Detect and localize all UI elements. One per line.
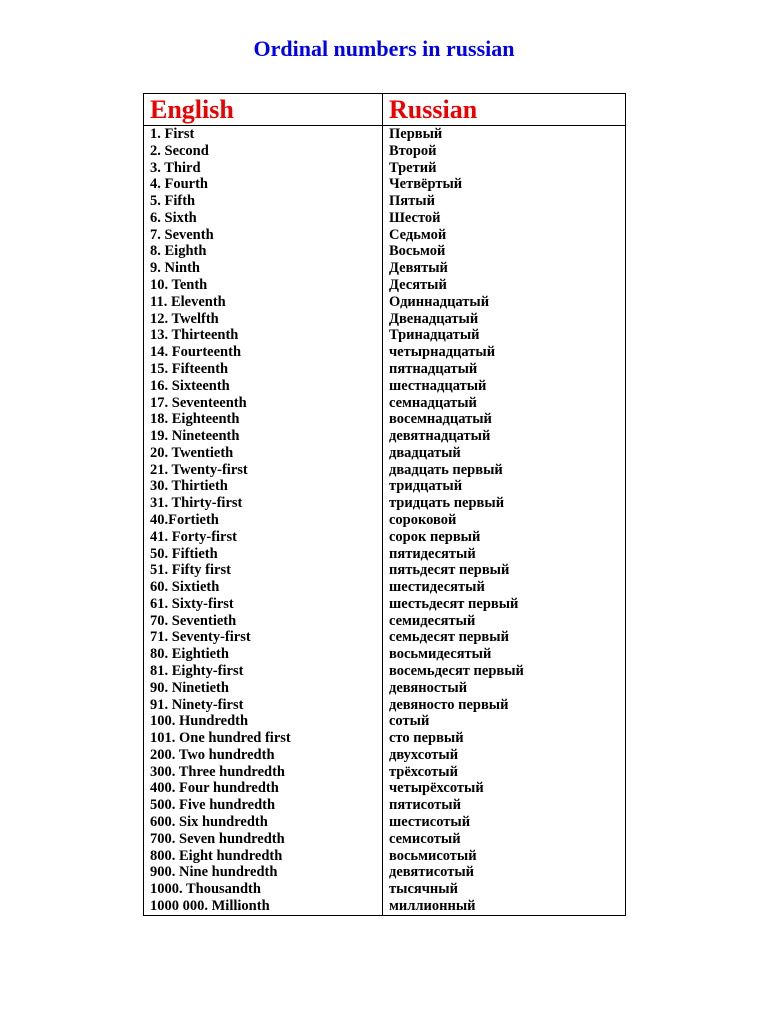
english-ordinal: 1. First (144, 126, 383, 143)
english-ordinal: 14. Fourteenth (144, 344, 383, 361)
table-row (144, 344, 626, 361)
russian-ordinal: девяносто первый (383, 697, 626, 714)
english-ordinal: 3. Third (144, 160, 383, 177)
english-ordinal: 30. Thirtieth (144, 478, 383, 495)
ordinal-table-container (143, 93, 625, 916)
table-row (144, 546, 626, 563)
table-row (144, 697, 626, 714)
english-ordinal: 13. Thirteenth (144, 327, 383, 344)
table-row (144, 445, 626, 462)
table-row (144, 193, 626, 210)
russian-ordinal: шестидесятый (383, 579, 626, 596)
russian-ordinal: Восьмой (383, 243, 626, 260)
table-row (144, 210, 626, 227)
table-row (144, 462, 626, 479)
english-ordinal: 5. Fifth (144, 193, 383, 210)
english-ordinal: 1000 000. Millionth (144, 898, 383, 915)
english-ordinal: 2. Second (144, 143, 383, 160)
english-ordinal: 91. Ninety-first (144, 697, 383, 714)
table-row (144, 495, 626, 512)
table-row (144, 680, 626, 697)
russian-ordinal: Двенадцатый (383, 311, 626, 328)
table-row (144, 227, 626, 244)
table-row (144, 747, 626, 764)
russian-ordinal: Девятый (383, 260, 626, 277)
english-ordinal: 70. Seventieth (144, 613, 383, 630)
column-header-russian: Russian (383, 94, 626, 126)
table-row (144, 529, 626, 546)
english-ordinal: 700. Seven hundredth (144, 831, 383, 848)
russian-ordinal: тридцатый (383, 478, 626, 495)
russian-ordinal: шестнадцатый (383, 378, 626, 395)
russian-ordinal: семидесятый (383, 613, 626, 630)
table-row (144, 277, 626, 294)
english-ordinal: 1000. Thousandth (144, 881, 383, 898)
table-row (144, 613, 626, 630)
russian-ordinal: двухсотый (383, 747, 626, 764)
table-row (144, 764, 626, 781)
english-ordinal: 8. Eighth (144, 243, 383, 260)
table-row (144, 848, 626, 865)
english-ordinal: 51. Fifty first (144, 562, 383, 579)
english-ordinal: 90. Ninetieth (144, 680, 383, 697)
russian-ordinal: восемьдесят первый (383, 663, 626, 680)
english-ordinal: 20. Twentieth (144, 445, 383, 462)
table-row (144, 663, 626, 680)
table-row (144, 629, 626, 646)
english-ordinal: 300. Three hundredth (144, 764, 383, 781)
english-ordinal: 40.Fortieth (144, 512, 383, 529)
russian-ordinal: сто первый (383, 730, 626, 747)
english-ordinal: 19. Nineteenth (144, 428, 383, 445)
russian-ordinal: сороковой (383, 512, 626, 529)
russian-ordinal: восьмисотый (383, 848, 626, 865)
english-ordinal: 10. Tenth (144, 277, 383, 294)
table-row (144, 780, 626, 797)
english-ordinal: 4. Fourth (144, 176, 383, 193)
english-ordinal: 31. Thirty-first (144, 495, 383, 512)
english-ordinal: 50. Fiftieth (144, 546, 383, 563)
russian-ordinal: семисотый (383, 831, 626, 848)
russian-ordinal: Тринадцатый (383, 327, 626, 344)
english-ordinal: 101. One hundred first (144, 730, 383, 747)
table-row (144, 243, 626, 260)
table-row (144, 831, 626, 848)
english-ordinal: 71. Seventy-first (144, 629, 383, 646)
table-row (144, 864, 626, 881)
russian-ordinal: Седьмой (383, 227, 626, 244)
russian-ordinal: тысячный (383, 881, 626, 898)
english-ordinal: 500. Five hundredth (144, 797, 383, 814)
english-ordinal: 400. Four hundredth (144, 780, 383, 797)
russian-ordinal: пятидесятый (383, 546, 626, 563)
table-row (144, 411, 626, 428)
table-row (144, 478, 626, 495)
russian-ordinal: двадцать первый (383, 462, 626, 479)
english-ordinal: 900. Nine hundredth (144, 864, 383, 881)
english-ordinal: 81. Eighty-first (144, 663, 383, 680)
russian-ordinal: восьмидесятый (383, 646, 626, 663)
english-ordinal: 80. Eightieth (144, 646, 383, 663)
russian-ordinal: двадцатый (383, 445, 626, 462)
english-ordinal: 11. Eleventh (144, 294, 383, 311)
table-row (144, 160, 626, 177)
english-ordinal: 16. Sixteenth (144, 378, 383, 395)
table-row (144, 512, 626, 529)
english-ordinal: 800. Eight hundredth (144, 848, 383, 865)
table-row (144, 126, 626, 143)
table-row (144, 646, 626, 663)
table-row (144, 730, 626, 747)
russian-ordinal: Первый (383, 126, 626, 143)
russian-ordinal: тридцать первый (383, 495, 626, 512)
english-ordinal: 21. Twenty-first (144, 462, 383, 479)
table-row (144, 562, 626, 579)
table-body (144, 126, 626, 916)
russian-ordinal: миллионный (383, 898, 626, 915)
table-row (144, 713, 626, 730)
table-row (144, 294, 626, 311)
english-ordinal: 9. Ninth (144, 260, 383, 277)
english-ordinal: 6. Sixth (144, 210, 383, 227)
english-ordinal: 100. Hundredth (144, 713, 383, 730)
russian-ordinal: восемнадцатый (383, 411, 626, 428)
russian-ordinal: четырёхсотый (383, 780, 626, 797)
russian-ordinal: Второй (383, 143, 626, 160)
russian-ordinal: четырнадцатый (383, 344, 626, 361)
english-ordinal: 200. Two hundredth (144, 747, 383, 764)
table-row (144, 898, 626, 915)
russian-ordinal: Третий (383, 160, 626, 177)
table-row (144, 361, 626, 378)
table-row (144, 176, 626, 193)
table-row (144, 814, 626, 831)
table-row (144, 378, 626, 395)
table-row (144, 596, 626, 613)
russian-ordinal: пятьдесят первый (383, 562, 626, 579)
table-row (144, 143, 626, 160)
table-row (144, 311, 626, 328)
russian-ordinal: Пятый (383, 193, 626, 210)
english-ordinal: 15. Fifteenth (144, 361, 383, 378)
column-header-english: English (144, 94, 383, 126)
russian-ordinal: девятнадцатый (383, 428, 626, 445)
table-row (144, 395, 626, 412)
page-title: Ordinal numbers in russian (253, 36, 515, 61)
russian-ordinal: трёхсотый (383, 764, 626, 781)
english-ordinal: 7. Seventh (144, 227, 383, 244)
russian-ordinal: девяностый (383, 680, 626, 697)
russian-ordinal: Четвёртый (383, 176, 626, 193)
russian-ordinal: семьдесят первый (383, 629, 626, 646)
russian-ordinal: Одиннадцатый (383, 294, 626, 311)
english-ordinal: 600. Six hundredth (144, 814, 383, 831)
ordinal-numbers-table (143, 93, 626, 916)
table-header-row (144, 94, 626, 126)
russian-ordinal: девятисотый (383, 864, 626, 881)
russian-ordinal: сотый (383, 713, 626, 730)
russian-ordinal: Шестой (383, 210, 626, 227)
english-ordinal: 18. Eighteenth (144, 411, 383, 428)
russian-ordinal: сорок первый (383, 529, 626, 546)
english-ordinal: 17. Seventeenth (144, 395, 383, 412)
english-ordinal: 12. Twelfth (144, 311, 383, 328)
russian-ordinal: шестьдесят первый (383, 596, 626, 613)
table-row (144, 260, 626, 277)
russian-ordinal: Десятый (383, 277, 626, 294)
russian-ordinal: шестисотый (383, 814, 626, 831)
english-ordinal: 60. Sixtieth (144, 579, 383, 596)
english-ordinal: 41. Forty-first (144, 529, 383, 546)
table-row (144, 327, 626, 344)
russian-ordinal: пятнадцатый (383, 361, 626, 378)
russian-ordinal: семнадцатый (383, 395, 626, 412)
table-row (144, 881, 626, 898)
table-row (144, 579, 626, 596)
table-row (144, 428, 626, 445)
table-row (144, 797, 626, 814)
russian-ordinal: пятисотый (383, 797, 626, 814)
english-ordinal: 61. Sixty-first (144, 596, 383, 613)
